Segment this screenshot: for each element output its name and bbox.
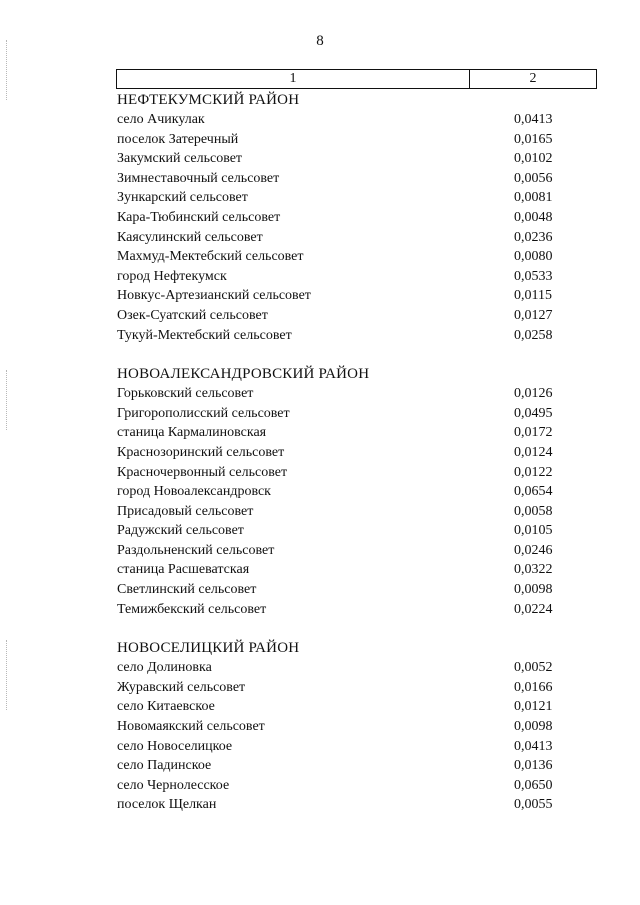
coefficient-value: 0,0654	[514, 484, 553, 500]
coefficient-value: 0,0056	[514, 170, 553, 186]
coefficient-value: 0,0258	[514, 327, 553, 343]
table-row	[117, 697, 587, 717]
coefficient-value: 0,0098	[514, 582, 553, 598]
district-section	[117, 364, 587, 619]
settlement-name: поселок Щелкан	[117, 797, 217, 813]
table-row	[117, 678, 587, 698]
settlement-name: Махмуд-Мектебский сельсовет	[117, 249, 304, 265]
settlement-name: поселок Затеречный	[117, 131, 239, 147]
coefficient-value: 0,0322	[514, 562, 553, 578]
table-row	[117, 169, 587, 189]
settlement-name: Горьковский сельсовет	[117, 386, 254, 402]
table-row	[117, 737, 587, 757]
table-body	[117, 90, 587, 834]
coefficient-value: 0,0102	[514, 151, 553, 167]
settlement-name: Тукуй-Мектебский сельсовет	[117, 327, 292, 343]
table-row	[117, 658, 587, 678]
table-row	[117, 130, 587, 150]
settlement-name: село Чернолесское	[117, 777, 230, 793]
settlement-name: Каясулинский сельсовет	[117, 229, 263, 245]
coefficient-value: 0,0236	[514, 229, 553, 245]
coefficient-value: 0,0115	[514, 288, 552, 304]
table-row	[117, 756, 587, 776]
coefficient-value: 0,0122	[514, 464, 553, 480]
table-row	[117, 208, 587, 228]
district-heading: НОВОСЕЛИЦКИЙ РАЙОН	[117, 640, 300, 657]
district-heading: НОВОАЛЕКСАНДРОВСКИЙ РАЙОН	[117, 366, 370, 383]
table-row	[117, 580, 587, 600]
table-row	[117, 326, 587, 346]
settlement-name: село Китаевское	[117, 699, 215, 715]
table-row	[117, 267, 587, 287]
settlement-name: Темижбекский сельсовет	[117, 601, 267, 617]
settlement-name: Радужский сельсовет	[117, 523, 244, 539]
settlement-name: Григорополисский сельсовет	[117, 405, 290, 421]
settlement-name: Зимнеставочный сельсовет	[117, 170, 280, 186]
district-heading: НЕФТЕКУМСКИЙ РАЙОН	[117, 92, 300, 108]
coefficient-value: 0,0052	[514, 660, 553, 676]
scan-margin-mark	[6, 640, 9, 710]
settlement-name: станица Кармалиновская	[117, 425, 267, 441]
table-row	[117, 717, 587, 737]
settlement-name: Раздольненский сельсовет	[117, 542, 275, 558]
settlement-name: Красночервонный сельсовет	[117, 464, 288, 480]
coefficient-value: 0,0246	[514, 542, 553, 558]
coefficient-value: 0,0121	[514, 699, 553, 715]
settlement-name: село Ачикулак	[117, 112, 205, 127]
coefficient-value: 0,0650	[514, 777, 553, 793]
settlement-name: село Долиновка	[117, 660, 212, 676]
table-row	[117, 228, 587, 248]
settlement-name: Закумский сельсовет	[117, 151, 243, 167]
coefficient-value: 0,0172	[514, 425, 553, 441]
settlement-name: Светлинский сельсовет	[117, 582, 257, 598]
settlement-name: город Нефтекумск	[117, 268, 227, 284]
coefficient-value: 0,0533	[514, 268, 553, 284]
settlement-name: Зункарский сельсовет	[117, 190, 248, 206]
coefficient-value: 0,0495	[514, 405, 553, 421]
table-row	[117, 795, 587, 815]
column-header-1: 1	[117, 70, 470, 88]
coefficient-value: 0,0058	[514, 503, 553, 519]
page-number: 8	[316, 33, 324, 49]
table-row	[117, 463, 587, 483]
settlement-name: станица Расшеватская	[117, 562, 250, 578]
coefficient-value: 0,0081	[514, 190, 553, 206]
coefficient-value: 0,0126	[514, 386, 553, 402]
table-header	[116, 69, 597, 89]
table-row	[117, 404, 587, 424]
column-header-2: 2	[529, 71, 537, 86]
table-row	[117, 423, 587, 443]
table-row	[117, 110, 587, 130]
scan-margin-mark	[6, 370, 9, 430]
coefficient-value: 0,0224	[514, 601, 553, 617]
settlement-name: Кара-Тюбинский сельсовет	[117, 209, 281, 225]
table-row	[117, 482, 587, 502]
table-row	[117, 149, 587, 169]
coefficient-value: 0,0166	[514, 679, 553, 695]
table-row	[117, 600, 587, 620]
coefficient-value: 0,0048	[514, 209, 553, 225]
coefficient-value: 0,0413	[514, 738, 553, 754]
settlement-name: Озек-Суатский сельсовет	[117, 307, 268, 323]
coefficient-value: 0,0136	[514, 758, 553, 774]
table-row	[117, 384, 587, 404]
table-row	[117, 188, 587, 208]
coefficient-value: 0,0105	[514, 523, 553, 539]
coefficient-value: 0,0098	[514, 719, 553, 735]
table-row	[117, 541, 587, 561]
table-row	[117, 286, 587, 306]
coefficient-value: 0,0165	[514, 131, 553, 147]
table-row	[117, 443, 587, 463]
coefficient-value: 0,0080	[514, 249, 553, 265]
table-row	[117, 502, 587, 522]
settlement-name: город Новоалександровск	[117, 484, 271, 500]
district-section	[117, 638, 587, 815]
table-row	[117, 776, 587, 796]
coefficient-value: 0,0124	[514, 444, 553, 460]
settlement-name: Присадовый сельсовет	[117, 503, 254, 519]
district-section	[117, 90, 587, 345]
table-row	[117, 521, 587, 541]
settlement-name: Новкус-Артезианский сельсовет	[117, 288, 311, 304]
coefficient-value: 0,0055	[514, 797, 553, 813]
settlement-name: село Падинское	[117, 758, 212, 774]
table-row	[117, 306, 587, 326]
settlement-name: Новомаякский сельсовет	[117, 719, 265, 735]
settlement-name: Краснозоринский сельсовет	[117, 444, 285, 460]
coefficient-value: 0,0413	[514, 112, 553, 127]
settlement-name: Журавский сельсовет	[117, 679, 246, 695]
table-row	[117, 247, 587, 267]
table-row	[117, 560, 587, 580]
coefficient-value: 0,0127	[514, 307, 553, 323]
settlement-name: село Новоселицкое	[117, 738, 233, 754]
